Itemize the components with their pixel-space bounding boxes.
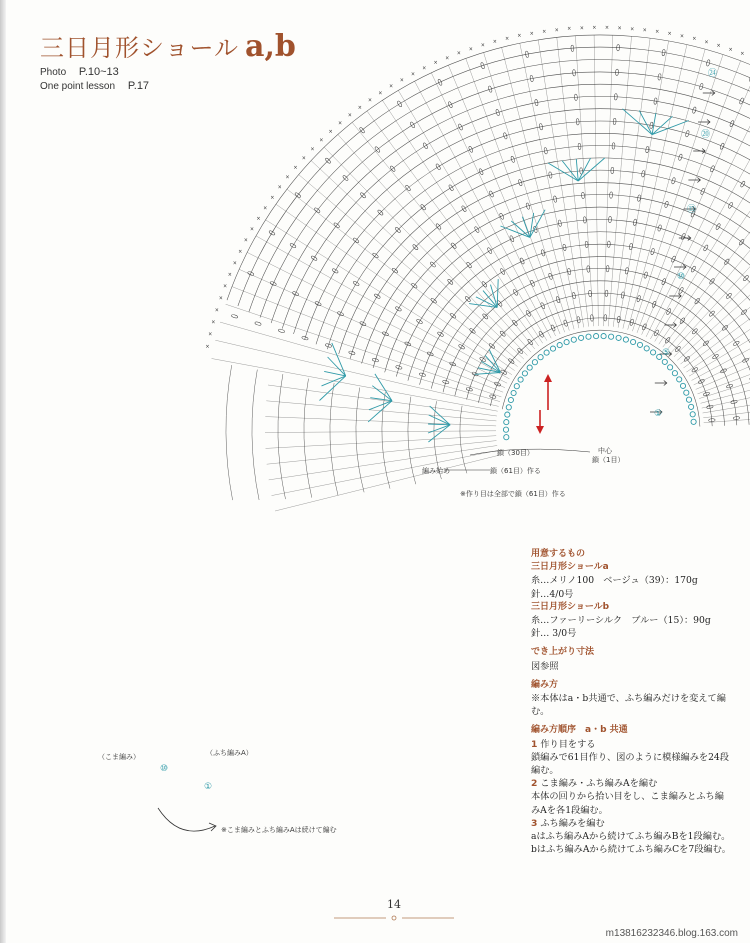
row-direction-arrow — [674, 265, 686, 270]
chart-tail-arc — [226, 365, 233, 500]
chart-sc-mark: × — [667, 31, 672, 38]
chart-sc-mark: × — [399, 77, 405, 84]
chart-stitch-line — [594, 35, 598, 326]
chart-stitch-line — [684, 195, 750, 368]
chart-picot — [616, 335, 621, 340]
chart-row-arc — [339, 158, 750, 421]
chart-stitch-line — [466, 59, 565, 333]
step-3-text-b: bはふち編みAから続けてふち編みCを7段編む。 — [531, 844, 731, 856]
row-number: ⑩ — [677, 272, 686, 282]
chart-picot — [514, 384, 519, 389]
fuchi-a-label: （ふち編みA） — [206, 749, 253, 757]
method-text: ※本体はa・b共通で、ふち編みだけを変えて編む。 — [531, 693, 726, 718]
chart-picot — [680, 383, 685, 388]
shawl-a-title: 三日月形ショールa — [531, 562, 609, 573]
chart-picot — [594, 334, 599, 339]
chart-picot — [686, 397, 691, 402]
chart-picot — [571, 337, 576, 342]
row-number: ㉔ — [708, 69, 718, 79]
chart-sc-mark: × — [692, 36, 697, 43]
chart-tail-arc — [252, 370, 259, 500]
chart-sc-mark: × — [542, 28, 547, 35]
page-title: 三日月形ショール — [40, 34, 240, 62]
chart-stitch-line — [268, 385, 497, 416]
chart-sc-mark: × — [310, 146, 315, 153]
chart-sc-mark: × — [270, 194, 275, 201]
chart-picot — [586, 334, 591, 339]
materials-heading: 用意するもの — [531, 549, 586, 559]
chart-stitch-line — [265, 431, 496, 433]
chart-stitch-line — [613, 38, 650, 327]
chart-tail-arc — [356, 388, 364, 493]
instructions — [531, 548, 731, 856]
row-number: ① — [654, 409, 663, 419]
chart-fan-stitch — [322, 376, 346, 386]
row-direction-arrow — [655, 381, 667, 386]
watermark: m13816232346.blog.163.com — [605, 928, 738, 939]
chart-sc-mark: × — [716, 42, 721, 49]
chart-sc-mark: × — [604, 25, 610, 32]
step-2-text: 本体の回りから拾い目をし、こま編みとふち編みAを各1段編む。 — [531, 791, 724, 816]
chart-sc-mark: × — [367, 97, 373, 104]
chart-sc-mark: × — [222, 283, 228, 290]
step-2-title — [531, 777, 731, 790]
row-number: ⑳ — [701, 130, 711, 140]
chart-sc-mark: × — [579, 25, 584, 32]
chart-stitch-line — [220, 322, 500, 402]
chart-picot — [557, 343, 562, 348]
chart-sc-mark: × — [456, 50, 462, 57]
chart-row-arc — [478, 305, 724, 425]
chart-sc-mark: × — [211, 319, 216, 326]
chart-row-arc — [408, 232, 750, 423]
chart-sc-mark: × — [388, 83, 394, 90]
shawl-b-yarn: 糸…ファーリーシルク ブルー（15）：90g — [531, 615, 711, 627]
row-direction-arrow — [703, 91, 715, 96]
chart-tail-arc — [278, 374, 285, 499]
chart-picot — [609, 334, 614, 339]
chart-row-arc — [238, 47, 750, 416]
chart-picot — [544, 350, 549, 355]
chart-picot — [637, 342, 642, 347]
chart-picot — [662, 359, 667, 364]
chart-tail-arc — [460, 406, 467, 474]
chart-sc-mark: × — [468, 46, 473, 53]
lesson-page: P.17 — [127, 80, 150, 92]
chart-sc-mark: × — [301, 155, 307, 162]
chart-stitch-line — [247, 252, 507, 383]
chart-picot — [538, 355, 543, 360]
row-number: ⑤ — [662, 348, 671, 358]
chart-sc-mark: × — [517, 33, 522, 40]
chart-sc-mark: × — [328, 128, 333, 135]
chart-picot — [644, 346, 649, 351]
chart-stitch-line — [448, 65, 560, 334]
chart-sc-mark: × — [445, 55, 450, 62]
chart-stitch-line — [287, 189, 518, 367]
chart-fan-stitch — [428, 424, 450, 425]
chart-picot — [506, 405, 511, 410]
chart-fan-stitch — [562, 161, 578, 181]
step-3-title — [531, 817, 731, 830]
chart-picot — [690, 412, 695, 417]
chart-stitch-line — [226, 304, 502, 397]
chart-picot — [522, 371, 527, 376]
chart-picot — [631, 339, 636, 344]
chart-sc-mark: × — [337, 120, 343, 127]
chart-stitch-line — [694, 259, 750, 385]
chart-stitch-line — [431, 73, 555, 336]
chart-picot — [527, 365, 532, 370]
chart-fan-stitch — [475, 373, 501, 375]
photo-label: Photo — [40, 67, 67, 78]
chart-picot — [579, 335, 584, 340]
chart-fan-stitch — [548, 163, 578, 181]
chart-stitch-line — [520, 43, 579, 328]
row-number: ① — [204, 782, 213, 792]
chart-stitch-line — [212, 359, 498, 412]
chart-stitch-line — [398, 90, 547, 340]
chart-row-arc — [443, 268, 750, 424]
chart-stitch-line — [603, 35, 612, 326]
chain61-label: 鎖（61目）作る — [490, 467, 541, 475]
chart-stitch-line — [267, 441, 497, 465]
steps-heading: 編み方順序 a・b 共通 — [531, 725, 628, 736]
step-3-title-text: ふち編みを編む — [540, 817, 605, 829]
chart-sc-mark: × — [243, 237, 249, 244]
chart-sc-mark: × — [554, 27, 559, 34]
shawl-a-needle: 針…4/0号 — [531, 588, 574, 600]
center-arrow-down-head — [536, 426, 544, 434]
size-heading: でき上がり寸法 — [531, 647, 595, 658]
chart-sc-mark: × — [679, 33, 685, 40]
chart-row-arc — [373, 195, 750, 422]
chart-tail-arc — [304, 379, 312, 498]
chart-sc-mark: × — [347, 112, 352, 119]
chart-stitch-mark — [231, 314, 238, 319]
chart-stitch-line — [415, 81, 552, 338]
page-ornament — [334, 915, 454, 921]
chart-picot — [601, 334, 606, 339]
chart-picot — [668, 365, 673, 370]
chart-fan-stitch — [576, 159, 578, 181]
center-arrow-up-head — [544, 374, 552, 382]
chart-sc-mark: × — [238, 249, 243, 255]
chart-fan-stitch — [428, 425, 450, 433]
chart-picot — [689, 404, 694, 409]
chart-picot — [672, 371, 677, 376]
continue-note: ※こま編みとふち編みAは続けて編む — [221, 826, 337, 834]
chart-sc-mark: × — [567, 26, 572, 33]
chart-sc-mark: × — [214, 307, 220, 314]
step-1-title-text: 作り目をする — [540, 738, 596, 750]
chart-picot — [564, 340, 569, 345]
chain30-label: 鎖（30目） — [497, 449, 534, 457]
chart-stitch-mark — [629, 243, 633, 250]
chart-stitch-line — [266, 436, 497, 449]
chart-picot — [518, 377, 523, 382]
chart-stitch-line — [608, 36, 631, 326]
center-label: 中心 — [598, 447, 612, 455]
photo-pages: P.10~13 — [78, 66, 119, 78]
chart-sc-mark: × — [205, 344, 210, 350]
chart-sc-mark: × — [285, 174, 290, 181]
shawl-a-yarn: 糸…メリノ100 ベージュ（39）：170g — [531, 575, 698, 587]
chart-row-arc — [455, 281, 749, 425]
chart-stitch-line — [628, 49, 705, 330]
chart-sc-mark: × — [378, 90, 383, 97]
chart-fan-stitch — [375, 374, 392, 401]
chart-tail-arc — [330, 383, 338, 495]
chart-picot — [504, 420, 509, 425]
chart-sc-mark: × — [227, 271, 232, 278]
chart-picot — [532, 360, 537, 365]
chart-sc-mark: × — [410, 71, 416, 78]
row-direction-arrow — [698, 120, 710, 125]
start-label: 編み始め — [422, 467, 450, 475]
chart-stitch-line — [266, 220, 512, 375]
chart-sc-mark: × — [630, 26, 635, 33]
chart-stitch-line — [311, 161, 524, 360]
chart-row-arc — [490, 318, 712, 426]
chart-sc-mark: × — [422, 65, 427, 72]
chart-sc-mark: × — [504, 35, 510, 42]
chart-fan-stitch — [332, 343, 346, 376]
center-chain-label: 鎖（1目） — [592, 456, 625, 464]
chart-picot — [503, 427, 508, 432]
chart-stitch-line — [232, 287, 503, 393]
koma-label: （こま編み） — [98, 753, 140, 761]
chart-picot — [505, 412, 510, 417]
chart-stitch-line — [692, 242, 750, 381]
chart-picot — [508, 397, 513, 402]
method-heading: 編み方 — [531, 679, 559, 690]
chart-sc-mark: × — [740, 51, 745, 58]
chart-stitch-line — [674, 152, 750, 357]
chart-sc-mark: × — [433, 60, 438, 67]
row-number: ⑩ — [160, 764, 169, 774]
chart-sc-mark: × — [617, 25, 622, 32]
step-3-text-a: aはふち編みAから続けてふち編みBを1段編む。 — [531, 831, 731, 843]
chart-fan-stitch — [639, 110, 652, 134]
chart-fan-stitch — [578, 158, 605, 181]
chart-stitch-line — [239, 269, 505, 387]
chart-sc-mark: × — [232, 260, 237, 267]
row-direction-arrow — [693, 149, 705, 154]
size-text: 図参照 — [531, 660, 559, 672]
chart-stitch-line — [618, 41, 669, 328]
chart-sc-mark: × — [529, 30, 534, 37]
chart-sc-mark: × — [218, 295, 223, 302]
step-2-title-text: こま編み・ふち編みAを編む — [540, 778, 658, 790]
chart-fan-stitch — [369, 401, 392, 410]
step-1-number: 1 — [531, 738, 538, 750]
chart-sc-mark: × — [277, 184, 282, 191]
title-suffix: a,b — [245, 29, 296, 64]
chart-fan-stitch — [501, 226, 530, 237]
chart-sc-mark: × — [592, 25, 597, 31]
chart-picot — [623, 337, 628, 342]
chart-fan-stitch — [428, 425, 450, 442]
step-1-text: 鎖編みで61目作り、図のように模様編みを24段編む。 — [531, 751, 729, 777]
chart-sc-mark: × — [704, 39, 709, 46]
chart-row-arc — [362, 183, 750, 422]
page-number: 14 — [387, 898, 401, 911]
chart-fan-stitch — [623, 109, 653, 135]
chart-sc-mark: × — [480, 42, 485, 49]
chart-stitch-line — [677, 166, 750, 361]
chart-sc-mark: × — [249, 226, 255, 233]
step-3-number: 3 — [531, 817, 538, 829]
chart-sc-mark: × — [208, 331, 213, 338]
shawl-b-needle: 針… 3/0号 — [531, 628, 577, 640]
chart-row-arc — [385, 207, 750, 422]
row-number: ⑮ — [687, 205, 697, 215]
chart-stitch-line — [256, 236, 509, 379]
continue-arrow — [158, 808, 215, 831]
chart-sc-mark: × — [319, 137, 324, 144]
chart-stitch-mark — [278, 329, 285, 334]
chart-sc-mark: × — [492, 39, 498, 45]
chart-stitch-mark — [255, 321, 262, 326]
chart-stitch-line — [215, 340, 498, 406]
chart-stitch-line — [352, 122, 535, 349]
step-1-title — [531, 738, 731, 751]
step-2-number: 2 — [531, 778, 538, 790]
chart-sc-mark: × — [263, 205, 268, 212]
chart-sc-mark: × — [256, 215, 261, 222]
chart-fan-stitch — [320, 376, 346, 401]
chart-sc-mark: × — [293, 165, 298, 171]
chart-picot — [550, 346, 555, 351]
chart-picot — [511, 390, 516, 395]
lesson-label: One point lesson — [40, 81, 116, 92]
chart-picot — [684, 390, 689, 395]
chart-picot — [677, 377, 682, 382]
chart-stitch-line — [659, 104, 750, 344]
chart-picot — [651, 350, 656, 355]
chart-sc-mark: × — [357, 104, 362, 111]
chart-picot — [691, 419, 696, 424]
foundation-note: ※作り目は全部で鎖（61目）作る — [460, 490, 566, 498]
chart-row-arc — [420, 244, 750, 423]
chart-sc-mark: × — [655, 29, 660, 36]
chart-picot — [504, 435, 509, 440]
chart-sc-mark: × — [728, 46, 733, 53]
chart-sc-mark: × — [642, 27, 647, 34]
shawl-b-title: 三日月形ショールb — [531, 601, 610, 612]
